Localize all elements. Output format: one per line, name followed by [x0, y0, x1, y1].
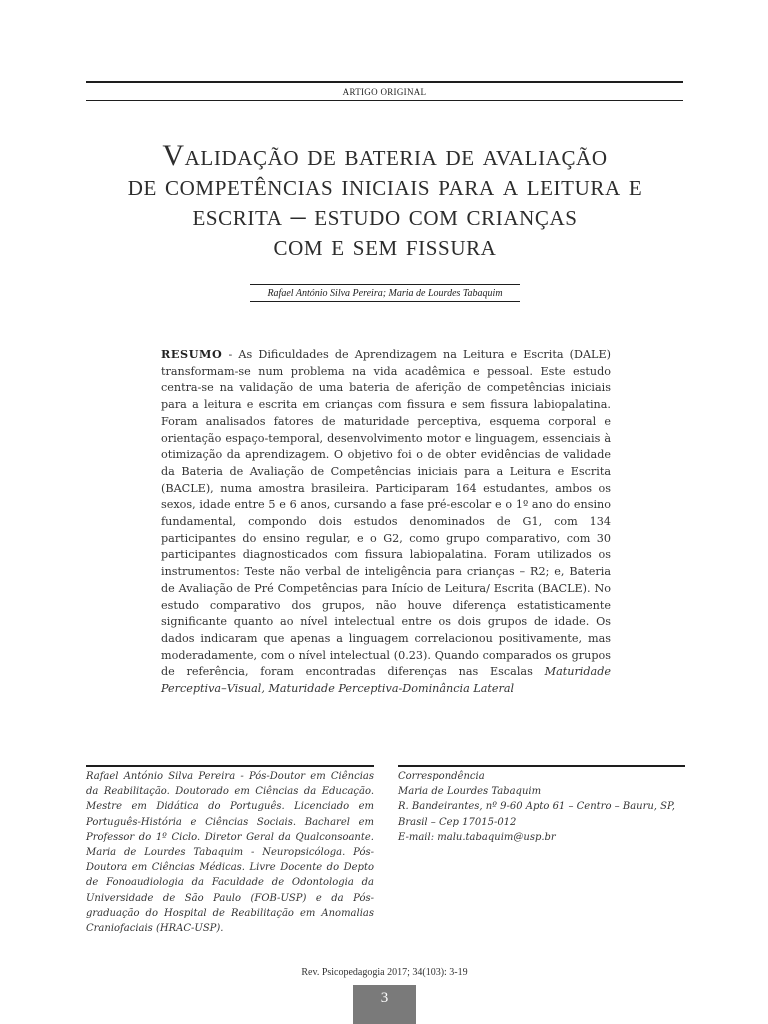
correspondence-name: Maria de Lourdes Tabaquim: [398, 786, 542, 798]
correspondence-address-line2: Brasil – Cep 17015-012: [398, 816, 517, 828]
header-rule-top: [86, 81, 683, 83]
abstract-text: - As Dificuldades de Aprendizagem na Leitura e Escrita (DALE) transformam-se num problema na vida acadêmica e pessoal. Este estudo centra-se na validação de uma bateria de aferição de competências iniciais para a leitura e escrita em crianças com fissura e sem fissura labiopalatina. Foram analisados fatores de maturidade perceptiva, esquema corporal e orientação espaço-temporal, desenvolvimento motor e linguagem, essenciais à otimização da aprendizagem. O objetivo foi o de obter evidências de validade da Bateria de Avaliação de Competências iniciais para a Leitura e Escrita (BACLE), numa amostra brasileira. Participaram 164 estudantes, ambos os sexos, idade entre 5 e 6 anos, cursando a fase pré-escolar e o 1º ano do ensino fundamental, compondo dois estudos denominados de G1, com 134 participantes do ensino regular, e o G2, como grupo comparativo, com 30 participantes diagnosticados com fissura labiopalatina. Foram utilizados os instrumentos: Teste não verbal de inteligência para crianças – R2; e, Bateria de Avaliação de Pré Competências para Início de Leitura/ Escrita (BACLE). No estudo comparativo dos grupos, não houve diferença estatisticamente significante quanto ao nível intelectual entre os dois grupos de idade. Os dados indicaram que apenas a linguagem correlacionou positivamente, mas moderadamente, com o nível intelectual (0.23). Quando comparados os grupos de referência, foram encontradas diferenças nas Escalas: [161, 348, 611, 679]
authors-line: Rafael António Silva Pereira; Maria de Lourdes Tabaquim: [267, 288, 503, 299]
authors-rule-bottom: [250, 301, 520, 302]
title-line: de competências iniciais para a leitura e: [127, 169, 643, 202]
correspondence-heading: Correspondência: [398, 771, 485, 782]
correspondence-rule: [398, 765, 685, 767]
correspondence: [398, 769, 688, 845]
section-label: ARTIGO ORIGINAL: [342, 87, 427, 97]
author-notes-rule: [86, 765, 374, 767]
title-line: com e sem fissura: [273, 229, 497, 262]
header-rule-bottom: [86, 100, 683, 101]
title-line: Validação de bateria de avaliação: [162, 139, 608, 172]
author-notes: Rafael António Silva Pereira - Pós-Doutor em Ciências da Reabilitação. Doutorado em Ciências da Educação. Mestre em Didática do Português. Licenciado em Português-História e Ciências Sociais. Bacharel em Professor do 1º Ciclo. Diretor Geral da Qualconsoante. Maria de Lourdes Tabaquim - Neuropsicóloga. Pós-Doutora em Ciências Médicas. Livre Docente do Depto de Fonoaudiologia da Faculdade de Odontologia da Universidade de São Paulo (FOB-USP) e da Pós-graduação do Hospital de Reabilitação em Anomalias Craniofaciais (HRAC-USP).: [86, 771, 374, 935]
authors-rule-top: [250, 284, 520, 285]
journal-citation: Rev. Psicopedagogia 2017; 34(103): 3-19: [301, 967, 468, 978]
abstract: [161, 346, 611, 698]
title-line: escrita – estudo com crianças: [192, 199, 578, 232]
article-title: [96, 141, 674, 261]
abstract-label: RESUMO: [161, 347, 223, 361]
page-number: 3: [353, 985, 416, 1024]
abstract-italic-tail: Maturidade Perceptiva–Visual, Maturidade Perceptiva-Dominância Lateral: [161, 665, 611, 696]
correspondence-address-line1: R. Bandeirantes, nº 9-60 Apto 61 – Centro – Bauru, SP,: [398, 801, 675, 813]
correspondence-email: E-mail: malu.tabaquim@usp.br: [398, 831, 556, 843]
